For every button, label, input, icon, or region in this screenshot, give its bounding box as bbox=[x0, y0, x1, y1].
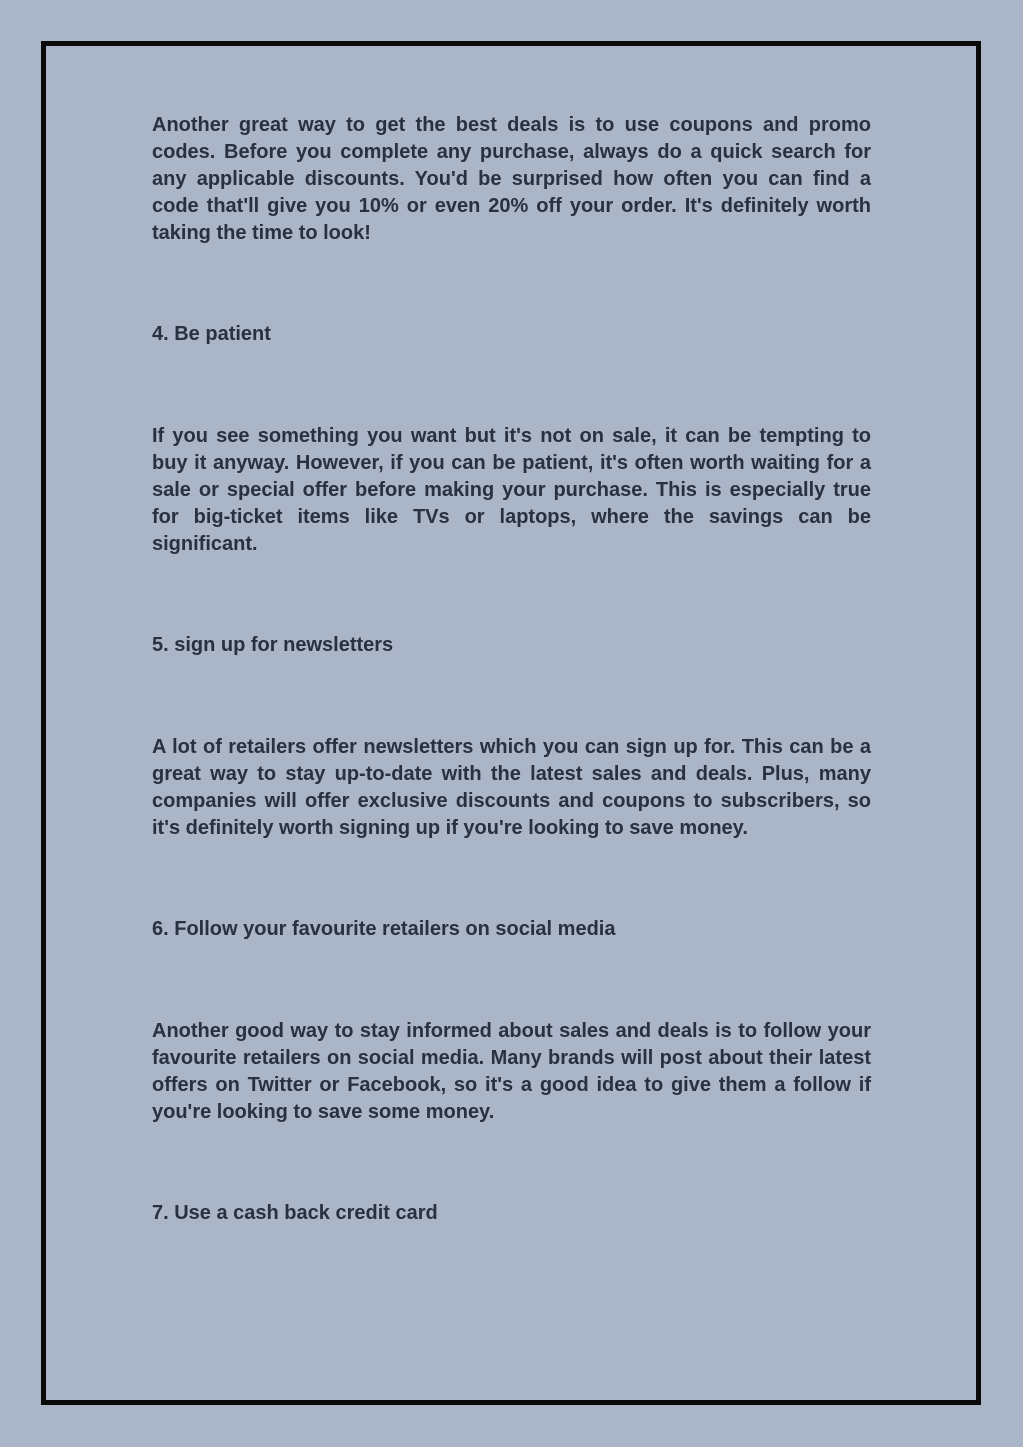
heading-cash-back-card: 7. Use a cash back credit card bbox=[152, 1202, 438, 1224]
paragraph-social-media: Another good way to stay informed about sales and deals is to follow your favourite retailers on social media. Many brands will post about their latest offers on Twitter or Facebook, so it's a good idea to give them a follow if you're looking to save some money. bbox=[152, 1020, 871, 1123]
paragraph-be-patient: If you see something you want but it's not on sale, it can be tempting to buy it anyway. However, if you can be patient, it's often worth waiting for a sale or special offer before making your purchase. This is especially true for big-ticket items like TVs or laptops, where the savings can be significant. bbox=[152, 425, 871, 555]
heading-newsletters: 5. sign up for newsletters bbox=[152, 634, 394, 656]
paragraph-newsletters: A lot of retailers offer newsletters which you can sign up for. This can be a great way to stay up-to-date with the latest sales and deals. Plus, many companies will offer exclusive discounts and coupons to subscribers, so it's definitely worth signing up if you're looking to save money. bbox=[152, 736, 871, 839]
heading-social-media: 6. Follow your favourite retailers on social media bbox=[152, 918, 616, 940]
paragraph-coupons: Another great way to get the best deals is to use coupons and promo codes. Before you complete any purchase, always do a quick search for any applicable discounts. You'd be surprised how often you can find a code that'll give you 10% or even 20% off your order. It's definitely worth taking the time to look! bbox=[152, 114, 871, 244]
heading-be-patient: 4. Be patient bbox=[152, 323, 271, 345]
